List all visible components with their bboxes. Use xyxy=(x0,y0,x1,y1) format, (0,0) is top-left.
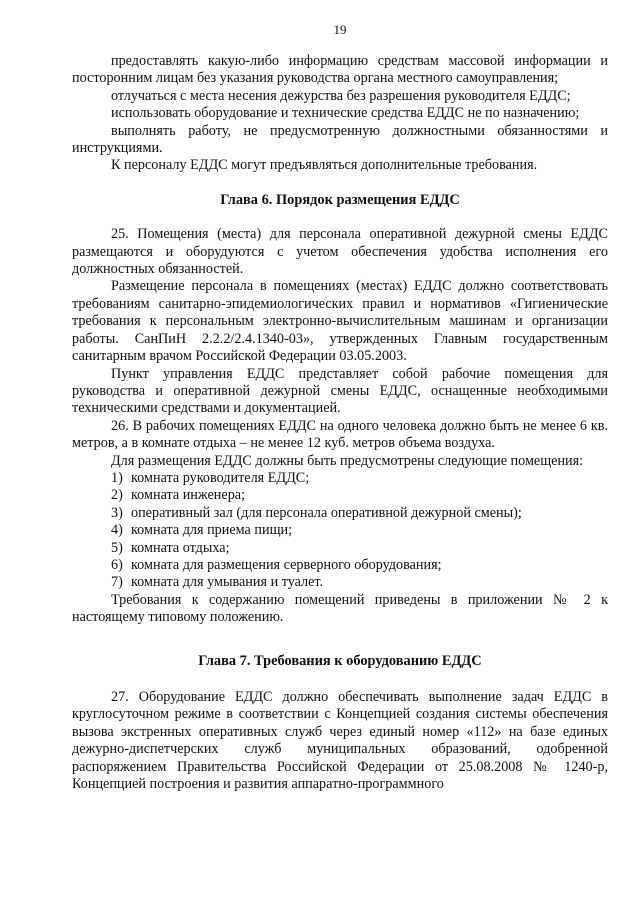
list-item xyxy=(72,574,608,591)
list-item xyxy=(72,487,608,504)
paragraph-25-control-point: Пункт управления ЕДДС представляет собой рабочие помещения для руководства и оперативной дежурной смены ЕДДС, оснащенные необходимыми техническими средствами и документацией. xyxy=(72,365,608,417)
list-item-text: комната для умывания и туалет. xyxy=(131,574,324,591)
paragraph-26-rooms-intro: Для размещения ЕДДС должны быть предусмотрены следующие помещения: xyxy=(111,452,584,469)
paragraph-25: 25. Помещения (места) для персонала оперативной дежурной смены ЕДДС размещаются и оборудуются с учетом обеспечения удобства исполнения его должностных обязанностей. xyxy=(72,226,608,278)
intro-paragraph-5: К персоналу ЕДДС могут предъявляться дополнительные требования. xyxy=(111,157,538,174)
chapter-6-heading: Глава 6. Порядок размещения ЕДДС xyxy=(220,191,460,208)
list-item-text: оперативный зал (для персонала оперативной дежурной смены); xyxy=(131,504,522,521)
list-item-text: комната отдыха; xyxy=(131,539,230,556)
list-item xyxy=(72,557,608,574)
document-page xyxy=(72,22,608,793)
list-item-number: 1) xyxy=(111,469,123,486)
list-item-text: комната для приема пищи; xyxy=(131,522,293,539)
list-item xyxy=(72,505,608,522)
paragraph-26-appendix-note: Требования к содержанию помещений приведены в приложении № 2 к настоящему типовому положению. xyxy=(72,591,608,626)
paragraph-27: 27. Оборудование ЕДДС должно обеспечивать выполнение задач ЕДДС в круглосуточном режиме в соответствии с Концепцией создания системы обеспечения вызова экстренных оперативных служб через единый номер «112» на базе единых дежурно-диспетчерских служб муниципальных образований, одобренной распоряжением Правительства Российской Федерации от 25.08.2008 № 1240-р, Концепцией построения и развития аппаратно-программного xyxy=(72,689,608,793)
intro-paragraph-1: предоставлять какую-либо информацию средствам массовой информации и посторонним лицам без указания руководства органа местного самоуправления; xyxy=(72,53,608,87)
list-item-number: 6) xyxy=(111,556,123,573)
list-item-number: 3) xyxy=(111,504,123,521)
intro-paragraph-4: выполнять работу, не предусмотренную должностными обязанностями и инструкциями. xyxy=(72,122,608,157)
list-item-number: 7) xyxy=(111,574,123,591)
intro-paragraph-3: использовать оборудование и технические средства ЕДДС не по назначению; xyxy=(111,105,580,122)
chapter-7-heading: Глава 7. Требования к оборудованию ЕДДС xyxy=(198,652,482,669)
list-item xyxy=(72,522,608,539)
intro-paragraph-2: отлучаться с места несения дежурства без разрешения руководителя ЕДДС; xyxy=(111,87,571,104)
rooms-list xyxy=(72,470,608,592)
list-item-number: 2) xyxy=(111,487,123,504)
list-item xyxy=(72,540,608,557)
list-item-text: комната для размещения серверного оборудования; xyxy=(131,556,442,573)
list-item-number: 5) xyxy=(111,539,123,556)
list-item-number: 4) xyxy=(111,522,123,539)
list-item xyxy=(72,470,608,487)
list-item-text: комната инженера; xyxy=(131,487,246,504)
paragraph-26: 26. В рабочих помещениях ЕДДС на одного человека должно быть не менее 6 кв. метров, а в комнате отдыха – не менее 12 куб. метров объема воздуха. xyxy=(72,417,608,452)
list-item-text: комната руководителя ЕДДС; xyxy=(131,469,310,486)
page-number: 19 xyxy=(333,22,347,37)
paragraph-25-placement: Размещение персонала в помещениях (местах) ЕДДС должно соответствовать требованиям санитарно-эпидемиологических правил и нормативов «Гигиенические требования к персональным электронно-вычислительным машинам и организации работы. СанПиН 2.2.2/2.4.1340-03», утвержденных Главным государственным санитарным врачом Российской Федерации 03.05.2003. xyxy=(72,278,608,365)
